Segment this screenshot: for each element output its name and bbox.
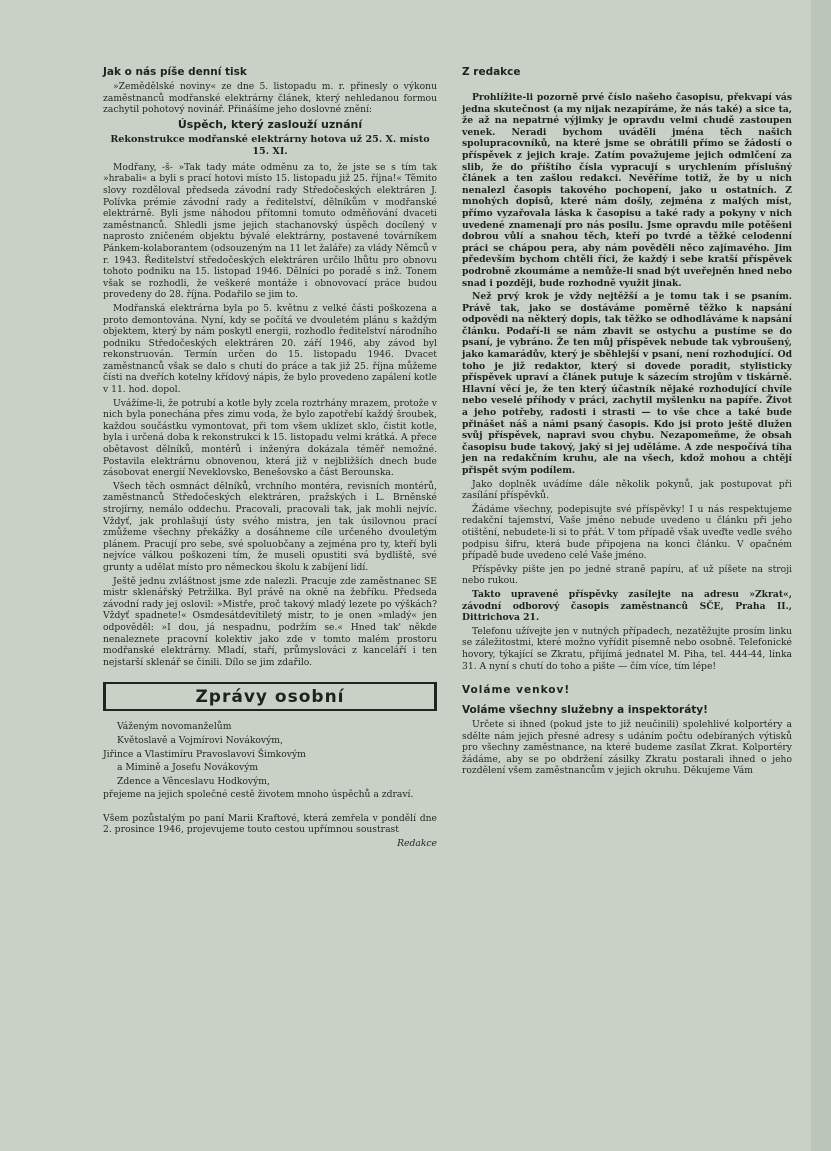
editorial-paragraph-4: Žádáme všechny, podepisujte své příspěvky! I u nás respektujeme redakční tajemství, Vaše jméno nebude uvedeno u článku při jeho otištění, nebudete-li si to přát. V tom případě však uveďte vedle svého podpisu šifru, která bude připojena na konci článku. V opačném případě bude uvedeno celé Vaše jméno. bbox=[462, 503, 792, 562]
page-edge bbox=[811, 0, 831, 1151]
pers-line-1: Váženým novomanželům bbox=[117, 721, 232, 733]
editorial-paragraph-2: Než prvý krok je vždy nejtěžší a je tomu tak i se psaním. Právě tak, jako se dostáváme poměrně těžko k napsání odpovědi na některý dopis, tak těžko se odhodláváme k napsání článku. Podaří-li se nám zbavit se ostychu a pustíme se do psaní, je vybráno. Že ten můj příspěvek nebude tak vybroušený, jako kamarádův, který je sběhlejší v psaní, není rozhodující. Od toho je již redaktor, který si dovede poradit, stylisticky příspěvek upraví a článek putuje k sázecím strojům v tiskárně. Hlavní věcí je, že ten který účastník nějaké rozhodující chvíle nebo veselé příhody v práci, zachytil myšlenku na papíře. Život a jeho potřeby, radosti i strasti — to vše chce a také bude přinášet náš a námi psaný časopis. Kdo jsi proto ještě dlužen svůj příspěvek, napravi svou chybu. Nezapomeňme, že obsah časopisu bude takový, jaký si jej uděláme. A zde nespočívá tíha jen na redakčním kruhu, ale na všech, kdož mohou a chtějí přispět svým podílem. bbox=[462, 291, 792, 476]
personal-news-heading: Zprávy osobní bbox=[103, 682, 437, 711]
pers-line-2: Květoslavě a Vojmírovi Novákovým, bbox=[117, 734, 283, 746]
call-paragraph: Určete si ihned (pokud jste to již neučinili) spolehlivé kolportéry a sdělte nám jejich přesné adresy s udáním počtu odebíraných výtisků pro všechny zaměstnance, na které budeme zasílat Zkrat. Kolportéry žádáme, aby se po obdržení zásilky Zkratu postarali ihned o jeho rozdělení všem zaměstnancům v jejich okruhu. Děkujeme Vám bbox=[462, 719, 792, 777]
editorial-paragraph-5: Příspěvky pište jen po jedné straně papíru, ať už píšete na stroji nebo rukou. bbox=[462, 563, 792, 587]
article-paragraph-5: Ještě jednu zvláštnost jsme zde nalezli. Pracuje zde zaměstnanec SE mistr sklenářský Petržilka. Byl právě na okně na žebříku. Předseda závodní rady jej oslovil: »Mistře, proč takový mladý lezete po výškách? Vždyť spadnete!« Osmdesátdevítiletý mistr, to je onen »mladý« jen odpověděl: »I dou, já nespadnu, podržím se.« Hned tak' někde nenaleznete pracovní kolektiv jako zde v tomto malém prostoru modřanské elektrárny. Mladí, staří, průmyslováci z kanceláří i ten nejstarší sklenář se činili. Dílo se jim zdařilo. bbox=[103, 575, 437, 668]
right-column bbox=[462, 66, 792, 779]
editorial-address: Takto upravené příspěvky zasílejte na adresu »Zkrat«, závodní odborový časopis zaměstnanců SČE, Praha II., Dittrichova 21. bbox=[462, 588, 792, 624]
article-paragraph-3: Uvážíme-li, že potrubí a kotle byly zcela roztrhány mrazem, protože v nich byla ponechána přes zimu voda, že bylo zapotřebí každý šroubek, každou součástku vymontovat, při tom všem uklízet sklo, čistit kotle, byla i určená doba k rekonstrukci k 15. listopadu velmi krátká. A přece obětavost dělníků, montérů i inženýra dokázala téměř nemožné. Postavila elektrárnu obnovenou, která již v nejbližších dnech bude zásobovat energií Neveklovsko, Benešovsko a část Berounska. bbox=[103, 397, 437, 479]
pers-line-4: a Mimině a Josefu Novákovým bbox=[117, 762, 259, 774]
call-heading: Voláme venkov! bbox=[462, 684, 571, 697]
article-paragraph-2: Modřanská elektrárna byla po 5. květnu z velké části poškozena a proto demontována. Nyní, kdy se počítá ve dvouletém plánu s každým objektem, který by nám poskytl energii, rozhodlo ředitelství národního podniku Středočeských elektráren 20. září 1946, aby závod byl rekonstruován. Termín určen do 15. listopadu 1946. Dvacet zaměstnanců však se dalo s chutí do práce a tak již 25. října můžeme čísti na dveřích kotelny křídový nápis, že bylo provedeno zapálení kotle v 11. hod. dopol. bbox=[103, 302, 437, 396]
call-subheading: Voláme všechny služebny a inspektoráty! bbox=[462, 704, 708, 717]
article-subtitle: Rekonstrukce modřanské elektrárny hotova už 25. X. místo 15. XI. bbox=[110, 133, 430, 157]
condolence-text: Všem pozůstalým po paní Marii Kraftové, která zemřela v pondělí dne 2. prosince 1946, projevujeme touto cestou upřímnou soustrast bbox=[103, 812, 437, 836]
article-paragraph-1: Modřany, -š- »Tak tady máte odměnu za to, že jste se s tím tak »hrabali« a byli s prací hotovi místo 15. listopadu již 25. října!« Těmito slovy rozděloval předseda závodní rady Středočeských elektráren J. Polívka prémie závodní rady a ředitelství, dělníkům v modřanské elektrárně. Byli jsme náhodou přítomni tomuto odměňování dvaceti zaměstnanců. Shledli jsme jejich stachanovský úspěch docílený v naprosto zničeném objektu bývalé elektrárny, postavené továrníkem Pánkem-kolaborantem (odsouzeným na 11 let žaláře) za vlády Němců v r. 1943. Ředitelství středočeských elektráren určilo lhůtu pro obnovu tohoto podniku na 15. listopad 1946. Dělníci po poradě s inž. Tonem však se rozhodli, že veškeré montáže i obnovovací práce budou provedeny do 28. října. Podařilo se jim to. bbox=[103, 161, 437, 301]
intro-paragraph: »Zemědělské noviny« ze dne 5. listopadu m. r. přinesly o výkonu zaměstnanců modřanské elektrárny článek, který nehledanou formou zachytil pohotový novinář. Přinášíme jeho doslovné znění: bbox=[103, 81, 437, 116]
section-heading-editorial: Z redakce bbox=[462, 66, 521, 78]
personal-news bbox=[103, 721, 437, 849]
editorial-paragraph-3: Jako doplněk uvádíme dále několik pokynů, jak postupovat při zasílání příspěvků. bbox=[462, 478, 792, 502]
article-title: Úspěch, který zaslouží uznání bbox=[177, 117, 363, 131]
editorial-paragraph-7: Telefonu užívejte jen v nutných případech, nezatěžujte prosím linku se záležitostmi, které možno vyřídit písemně nebo osobně. Telefonické hovory, týkající se Zkratu, přijímá jednatel M. Piha, tel. 444-44, linka 31. A nyní s chutí do toho a pište — čím více, tím lépe! bbox=[462, 625, 792, 672]
condolence-signature: Redakce bbox=[397, 838, 437, 850]
left-column bbox=[103, 66, 437, 852]
editorial-paragraph-1: Prohlížite-li pozorně prvé číslo našeho časopisu, překvapí vás jedna skutečnost (a my nijak nezapíráme, že nás také) a sice ta, že až na nepatrné výjimky je opravdu velmi chudě zastoupen venek. Neradi bychom uváděli jména těch našich spolupracovníků, na které jsme se obrátili přímo se žádostí o příspěvek z jejich kraje. Zatím považujeme jejich odmlčení za slib, že do příštího čísla vypracují s urychlením příslušný článek a ten zašlou redakci. Nevěříme totiž, že by u nich nenalezl časopis takového pochopení, jako u ostatních. Z mnohých dopisů, které nám došly, zejména z malých míst, přímo vyzařovala láska k časopisu a také rady a pokyny v nich uvedené znamenají pro nás posilu. Jsme opravdu mile potěšeni dobrou vůlí a snahou těch, kteří po tvrdé a těžké celodenní práci se chápou pera, aby nám pověděli něco zajímavého. Jim především bychom chtěli říci, že každý i sebe kratší příspěvek podrobně zkoumáme a nemůže-li snad být uveřejněn hned nebo snad i později, bude rozhodně využit jinak. bbox=[462, 92, 792, 289]
section-heading-press: Jak o nás píše denní tisk bbox=[103, 66, 247, 78]
pers-line-6: přejeme na jejich společné cestě životem mnoho úspěchů a zdraví. bbox=[103, 789, 414, 801]
pers-line-3: Jiřince a Vlastimíru Pravoslavovi Šimkovým bbox=[103, 748, 306, 760]
pers-line-5: Zdence a Věnceslavu Hodkovým, bbox=[117, 775, 270, 787]
article-paragraph-4: Všech těch osmnáct dělníků, vrchního montéra, revisních montérů, zaměstnanců Středočeských elektráren, pražských i L. Brněnské strojírny, nemálo oddechu. Pracovali, pracovali tak, jak mohli nejvíc. Vždyť, jak prohlašují ústy svého mistra, jen tak úsilovnou prací zmůžeme všechny překážky a dosáhneme cíle určeného dvouletým plánem. Pracují pro sebe, své spoluobčany a zejména pro ty, kteří byli nejvíce válkou poškozeni tím, že museli opustiti svá bydliště, své grunty a udělat místo pro německou školu k zabíjení lidí. bbox=[103, 480, 437, 573]
